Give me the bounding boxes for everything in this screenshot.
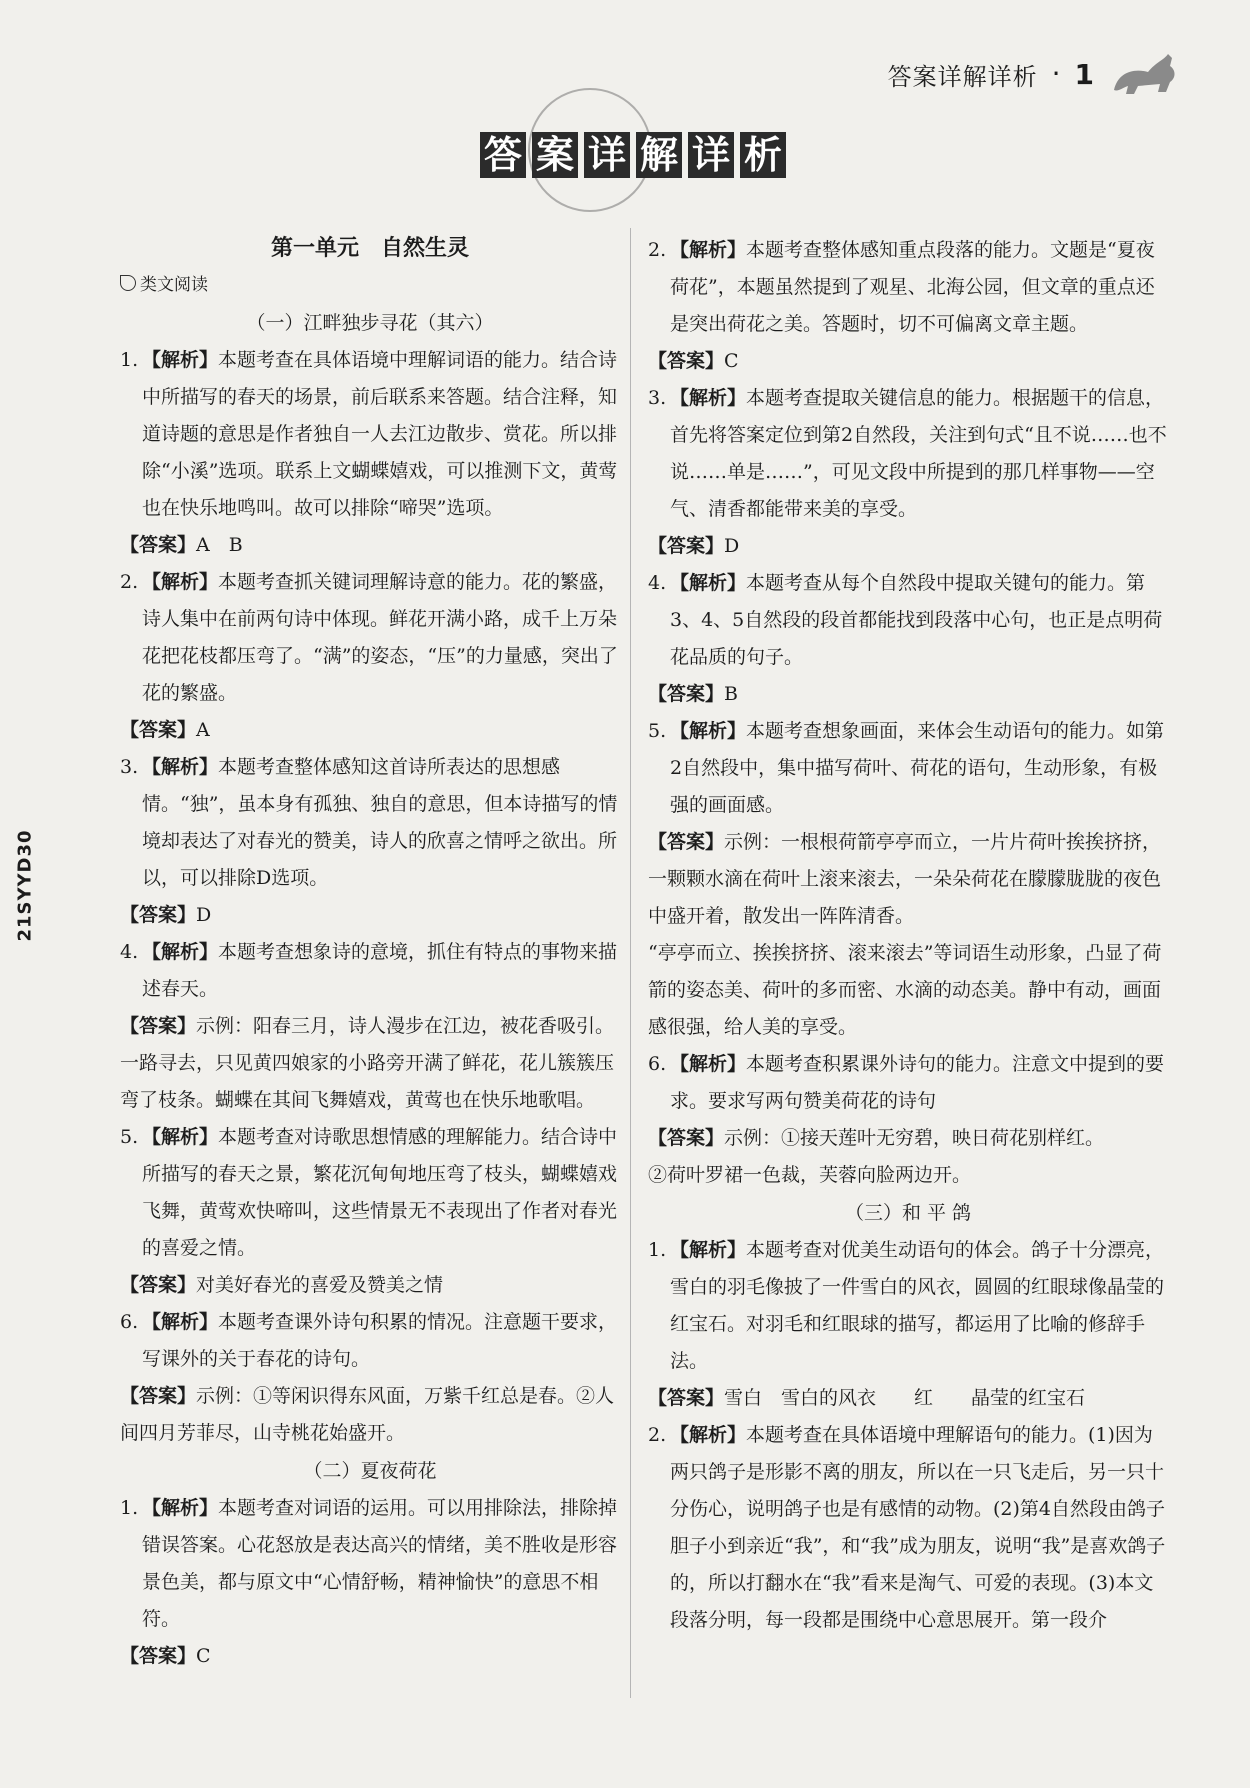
analysis-label: 【解析】: [142, 1126, 219, 1148]
analysis-label: 【解析】: [142, 1497, 219, 1519]
question-item: [120, 564, 620, 712]
analysis-text: 本题考查课外诗句积累的情况。注意题干要求，写课外的关于春花的诗句。: [142, 1311, 618, 1370]
analysis-text: 本题考查从每个自然段中提取关键句的能力。第3、4、5自然段的段首都能找到段落中心句，也正是点明荷花品质的句子。: [670, 572, 1163, 668]
question-number: 1.: [648, 1239, 667, 1261]
question-item: [648, 232, 1168, 343]
answer-line: [120, 1008, 620, 1119]
analysis-text: 本题考查想象画面，来体会生动语句的能力。如第2自然段中，集中描写荷叶、荷花的语句，生动形象，有极强的画面感。: [670, 720, 1165, 816]
header-title: 答案详解详析: [887, 62, 1038, 91]
answer-text: D: [724, 535, 740, 557]
question-item: [120, 1490, 620, 1638]
analysis-label: 【解析】: [670, 1424, 747, 1446]
answer-line: [648, 676, 1168, 713]
question-number: 6.: [648, 1053, 667, 1075]
banner-char: 析: [740, 132, 786, 178]
answer-text: B: [724, 683, 738, 705]
question-number: 5.: [648, 720, 667, 742]
answer-label: 【答案】: [120, 534, 197, 556]
question-number: 3.: [120, 756, 139, 778]
analysis-label: 【解析】: [142, 756, 219, 778]
answer-line: [120, 1267, 620, 1304]
analysis-label: 【解析】: [670, 572, 747, 594]
answer-text: C: [724, 350, 739, 372]
cat-icon: [1108, 52, 1180, 96]
analysis-label: 【解析】: [670, 1053, 747, 1075]
side-code-text: 21SYYD30: [14, 828, 36, 942]
answer-text: 对美好春光的喜爱及赞美之情: [196, 1274, 444, 1296]
reading-label-text: 类文阅读: [140, 275, 208, 295]
answer-label: 【答案】: [648, 350, 725, 372]
question-item: [648, 1046, 1168, 1120]
banner-char: 详: [584, 132, 630, 178]
question-item: [648, 713, 1168, 824]
answer-text: 示例：阳春三月，诗人漫步在江边，被花香吸引。一路寻去，只见黄四娘家的小路旁开满了鲜花，花儿簇簇压弯了枝条。蝴蝶在其间飞舞嬉戏，黄莺也在快乐地歌唱。: [120, 1015, 615, 1111]
column-divider: [630, 228, 631, 1698]
answer-extra: ②荷叶罗裙一色裁，芙蓉向脸两边开。: [648, 1164, 972, 1186]
answer-text: 示例：一根根荷箭亭亭而立，一片片荷叶挨挨挤挤，一颗颗水滴在荷叶上滚来滚去，一朵朵荷花在朦朦胧胧的夜色中盛开着，散发出一阵阵清香。: [648, 831, 1162, 927]
header-dot: ·: [1051, 57, 1061, 90]
answer-text: 雪白 雪白的风衣 红 晶莹的红宝石: [724, 1387, 1086, 1409]
answer-line: [648, 528, 1168, 565]
analysis-label: 【解析】: [142, 571, 219, 593]
question-item: [648, 380, 1168, 528]
analysis-label: 【解析】: [142, 349, 219, 371]
answer-label: 【答案】: [648, 1387, 725, 1409]
question-number: 3.: [648, 387, 667, 409]
question-item: [648, 1417, 1168, 1639]
answer-line: [120, 712, 620, 749]
answer-label: 【答案】: [120, 1385, 197, 1407]
banner-char: 案: [532, 132, 578, 178]
title-banner: [480, 132, 786, 178]
analysis-text: 本题考查整体感知重点段落的能力。文题是“夏夜荷花”，本题虽然提到了观星、北海公园，但文章的重点还是突出荷花之美。答题时，切不可偏离文章主题。: [670, 239, 1155, 335]
answer-label: 【答案】: [120, 719, 197, 741]
analysis-label: 【解析】: [142, 1311, 219, 1333]
analysis-text: 本题考查想象诗的意境，抓住有特点的事物来描述春天。: [142, 941, 618, 1000]
left-column: [120, 232, 620, 1675]
question-number: 2.: [648, 1424, 667, 1446]
question-item: [648, 1232, 1168, 1380]
question-number: 2.: [120, 571, 139, 593]
answer-line: [120, 897, 620, 934]
answer-label: 【答案】: [120, 1015, 197, 1037]
question-number: 4.: [120, 941, 139, 963]
answer-label: 【答案】: [120, 1274, 197, 1296]
analysis-text: 本题考查在具体语境中理解语句的能力。(1)因为两只鸽子是形影不离的朋友，所以在一只飞走后，另一只十分伤心，说明鸽子也是有感情的动物。(2)第4自然段由鸽子胆子小到亲近“我”，和“我”成为朋友，说明“我”是喜欢鸽子的，所以打翻水在“我”看来是淘气、可爱的表现。(3)本文段落分明，每一段都是围绕中心意思展开。第一段介: [670, 1424, 1166, 1631]
analysis-label: 【解析】: [670, 387, 747, 409]
section-title: （三）和 平 鸽: [844, 1202, 972, 1224]
analysis-text: 本题考查对词语的运用。可以用排除法，排除掉错误答案。心花怒放是表达高兴的情绪，美不胜收是形容景色美，都与原文中“心情舒畅，精神愉快”的意思不相符。: [142, 1497, 618, 1630]
section-title: （二）夏夜荷花: [303, 1460, 437, 1482]
analysis-text: 本题考查对优美生动语句的体会。鸽子十分漂亮，雪白的羽毛像披了一件雪白的风衣，圆圆的红眼球像晶莹的红宝石。对羽毛和红眼球的描写，都运用了比喻的修辞手法。: [670, 1239, 1165, 1372]
question-item: [120, 934, 620, 1008]
answer-label: 【答案】: [648, 535, 725, 557]
side-code: [2, 830, 48, 940]
answer-text: C: [196, 1645, 211, 1667]
analysis-text: 本题考查提取关键信息的能力。根据题干的信息，首先将答案定位到第2自然段，关注到句式“且不说……也不说……单是……”，可见文段中所提到的那几样事物——空气、清香都能带来美的享受。: [670, 387, 1167, 520]
question-number: 1.: [120, 349, 139, 371]
leaf-icon: [120, 275, 136, 291]
answer-label: 【答案】: [648, 831, 725, 853]
answer-text: A: [196, 719, 210, 741]
answer-line: [648, 1120, 1168, 1157]
answer-line: [120, 527, 620, 564]
banner-char: 答: [480, 132, 526, 178]
answer-text: 示例：①等闲识得东风面，万紫千红总是春。②人间四月芳菲尽，山寺桃花始盛开。: [120, 1385, 615, 1444]
banner-char: 详: [688, 132, 734, 178]
question-item: [120, 1304, 620, 1378]
analysis-text: 本题考查对诗歌思想情感的理解能力。结合诗中所描写的春天之景，繁花沉甸甸地压弯了枝头，蝴蝶嬉戏飞舞，黄莺欢快啼叫，这些情景无不表现出了作者对春光的喜爱之情。: [142, 1126, 618, 1259]
answer-label: 【答案】: [120, 1645, 197, 1667]
question-item: [648, 565, 1168, 676]
analysis-label: 【解析】: [670, 239, 747, 261]
reading-label: [120, 270, 620, 300]
question-number: 1.: [120, 1497, 139, 1519]
analysis-text: 本题考查整体感知这首诗所表达的思想感情。“独”，虽本身有孤独、独自的意思，但本诗描写的情境却表达了对春光的赞美，诗人的欣喜之情呼之欲出。所以，可以排除D选项。: [142, 756, 618, 889]
answer-line: [648, 824, 1168, 935]
analysis-label: 【解析】: [670, 720, 747, 742]
question-number: 5.: [120, 1126, 139, 1148]
answer-line: [648, 1380, 1168, 1417]
answer-text: A B: [196, 534, 243, 556]
banner-char: 解: [636, 132, 682, 178]
answer-extra: “亭亭而立、挨挨挤挤、滚来滚去”等词语生动形象，凸显了荷箭的姿态美、荷叶的多而密、水滴的动态美。静中有动，画面感很强，给人美的享受。: [648, 942, 1162, 1038]
answer-label: 【答案】: [648, 1127, 725, 1149]
right-column: [648, 232, 1168, 1639]
answer-line: [120, 1378, 620, 1452]
page-header: [888, 52, 1180, 96]
question-item: [120, 1119, 620, 1267]
analysis-label: 【解析】: [670, 1239, 747, 1261]
analysis-text: 本题考查抓关键词理解诗意的能力。花的繁盛，诗人集中在前两句诗中体现。鲜花开满小路，成千上万朵花把花枝都压弯了。“满”的姿态，“压”的力量感，突出了花的繁盛。: [142, 571, 618, 704]
answer-label: 【答案】: [120, 904, 197, 926]
unit-title: 第一单元 自然生灵: [270, 236, 469, 261]
question-item: [120, 342, 620, 527]
question-number: 6.: [120, 1311, 139, 1333]
question-number: 2.: [648, 239, 667, 261]
question-item: [120, 749, 620, 897]
answer-label: 【答案】: [648, 683, 725, 705]
page-number: 1: [1074, 57, 1094, 91]
analysis-label: 【解析】: [142, 941, 219, 963]
analysis-text: 本题考查积累课外诗句的能力。注意文中提到的要求。要求写两句赞美荷花的诗句: [670, 1053, 1165, 1112]
analysis-text: 本题考查在具体语境中理解词语的能力。结合诗中所描写的春天的场景，前后联系来答题。结合注释，知道诗题的意思是作者独自一人去江边散步、赏花。所以排除“小溪”选项。联系上文蝴蝶嬉戏，可以推测下文，黄莺也在快乐地鸣叫。故可以排除“啼哭”选项。: [142, 349, 618, 519]
answer-line: [120, 1638, 620, 1675]
answer-text: 示例：①接天莲叶无穷碧，映日荷花别样红。: [724, 1127, 1105, 1149]
question-number: 4.: [648, 572, 667, 594]
section-title: （一）江畔独步寻花（其六）: [246, 312, 494, 334]
answer-text: D: [196, 904, 212, 926]
answer-line: [648, 343, 1168, 380]
